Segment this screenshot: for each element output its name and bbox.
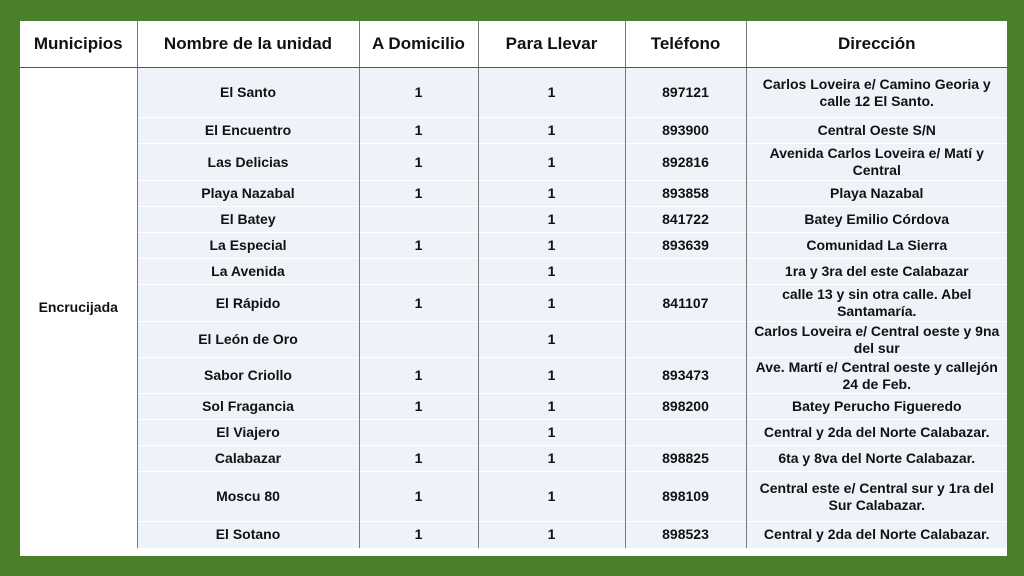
- domicilio-cell: 1: [359, 446, 478, 472]
- telefono-cell: 898825: [625, 446, 746, 472]
- telefono-cell: 893900: [625, 118, 746, 144]
- unit-name-cell: El Santo: [137, 68, 359, 118]
- llevar-cell: 1: [478, 285, 625, 322]
- unit-name-cell: El Batey: [137, 207, 359, 233]
- table-row: [20, 207, 1007, 233]
- direccion-cell: Playa Nazabal: [746, 181, 1007, 207]
- unit-name-cell: Calabazar: [137, 446, 359, 472]
- header-row: [20, 21, 1007, 68]
- table-row: [20, 233, 1007, 259]
- table-row: [20, 420, 1007, 446]
- domicilio-cell: 1: [359, 181, 478, 207]
- unit-name-cell: El León de Oro: [137, 322, 359, 358]
- header-municipios: Municipios: [20, 21, 137, 68]
- direccion-cell: Comunidad La Sierra: [746, 233, 1007, 259]
- llevar-cell: 1: [478, 472, 625, 522]
- unit-name-cell: La Especial: [137, 233, 359, 259]
- direccion-cell: Central y 2da del Norte Calabazar.: [746, 522, 1007, 548]
- llevar-cell: 1: [478, 446, 625, 472]
- table-row: [20, 472, 1007, 522]
- header-llevar: Para Llevar: [478, 21, 625, 68]
- llevar-cell: 1: [478, 233, 625, 259]
- llevar-cell: 1: [478, 522, 625, 548]
- telefono-cell: 898200: [625, 394, 746, 420]
- telefono-cell: [625, 322, 746, 358]
- domicilio-cell: 1: [359, 68, 478, 118]
- domicilio-cell: [359, 420, 478, 446]
- telefono-cell: 893639: [625, 233, 746, 259]
- llevar-cell: 1: [478, 322, 625, 358]
- unit-name-cell: Las Delicias: [137, 144, 359, 181]
- direccion-cell: Central y 2da del Norte Calabazar.: [746, 420, 1007, 446]
- table-row: [20, 68, 1007, 118]
- telefono-cell: 897121: [625, 68, 746, 118]
- llevar-cell: 1: [478, 420, 625, 446]
- header-telefono: Teléfono: [625, 21, 746, 68]
- llevar-cell: 1: [478, 68, 625, 118]
- units-table: [20, 21, 1007, 548]
- telefono-cell: 841107: [625, 285, 746, 322]
- table-row: [20, 181, 1007, 207]
- units-table-sheet: [20, 21, 1007, 556]
- llevar-cell: 1: [478, 358, 625, 394]
- table-row: [20, 394, 1007, 420]
- direccion-cell: Ave. Martí e/ Central oeste y callejón 24 de Feb.: [746, 358, 1007, 394]
- unit-name-cell: Sabor Criollo: [137, 358, 359, 394]
- unit-name-cell: El Encuentro: [137, 118, 359, 144]
- table-row: [20, 446, 1007, 472]
- domicilio-cell: [359, 207, 478, 233]
- telefono-cell: 893473: [625, 358, 746, 394]
- direccion-cell: Carlos Loveira e/ Central oeste y 9na del sur: [746, 322, 1007, 358]
- table-row: [20, 285, 1007, 322]
- table-row: [20, 259, 1007, 285]
- unit-name-cell: Playa Nazabal: [137, 181, 359, 207]
- unit-name-cell: Moscu 80: [137, 472, 359, 522]
- telefono-cell: 841722: [625, 207, 746, 233]
- direccion-cell: 6ta y 8va del Norte Calabazar.: [746, 446, 1007, 472]
- municipio-cell: Encrucijada: [20, 68, 137, 548]
- telefono-cell: 898109: [625, 472, 746, 522]
- llevar-cell: 1: [478, 207, 625, 233]
- domicilio-cell: 1: [359, 394, 478, 420]
- llevar-cell: 1: [478, 394, 625, 420]
- domicilio-cell: 1: [359, 472, 478, 522]
- telefono-cell: [625, 259, 746, 285]
- table-row: [20, 144, 1007, 181]
- table-row: [20, 522, 1007, 548]
- direccion-cell: Batey Perucho Figueredo: [746, 394, 1007, 420]
- table-body: [20, 68, 1007, 548]
- telefono-cell: 893858: [625, 181, 746, 207]
- table-row: [20, 358, 1007, 394]
- unit-name-cell: El Rápido: [137, 285, 359, 322]
- telefono-cell: 898523: [625, 522, 746, 548]
- domicilio-cell: 1: [359, 358, 478, 394]
- direccion-cell: Avenida Carlos Loveira e/ Matí y Central: [746, 144, 1007, 181]
- domicilio-cell: 1: [359, 118, 478, 144]
- direccion-cell: calle 13 y sin otra calle. Abel Santamaría.: [746, 285, 1007, 322]
- telefono-cell: 892816: [625, 144, 746, 181]
- table-row: [20, 118, 1007, 144]
- direccion-cell: Central Oeste S/N: [746, 118, 1007, 144]
- domicilio-cell: 1: [359, 233, 478, 259]
- direccion-cell: Batey Emilio Córdova: [746, 207, 1007, 233]
- domicilio-cell: [359, 259, 478, 285]
- unit-name-cell: El Sotano: [137, 522, 359, 548]
- unit-name-cell: El Viajero: [137, 420, 359, 446]
- domicilio-cell: 1: [359, 285, 478, 322]
- header-domicilio: A Domicilio: [359, 21, 478, 68]
- domicilio-cell: 1: [359, 144, 478, 181]
- domicilio-cell: 1: [359, 522, 478, 548]
- domicilio-cell: [359, 322, 478, 358]
- llevar-cell: 1: [478, 144, 625, 181]
- header-direccion: Dirección: [746, 21, 1007, 68]
- direccion-cell: Carlos Loveira e/ Camino Georia y calle 12 El Santo.: [746, 68, 1007, 118]
- llevar-cell: 1: [478, 181, 625, 207]
- unit-name-cell: Sol Fragancia: [137, 394, 359, 420]
- telefono-cell: [625, 420, 746, 446]
- direccion-cell: Central este e/ Central sur y 1ra del Sur Calabazar.: [746, 472, 1007, 522]
- table-row: [20, 322, 1007, 358]
- llevar-cell: 1: [478, 118, 625, 144]
- llevar-cell: 1: [478, 259, 625, 285]
- unit-name-cell: La Avenida: [137, 259, 359, 285]
- direccion-cell: 1ra y 3ra del este Calabazar: [746, 259, 1007, 285]
- header-nombre: Nombre de la unidad: [137, 21, 359, 68]
